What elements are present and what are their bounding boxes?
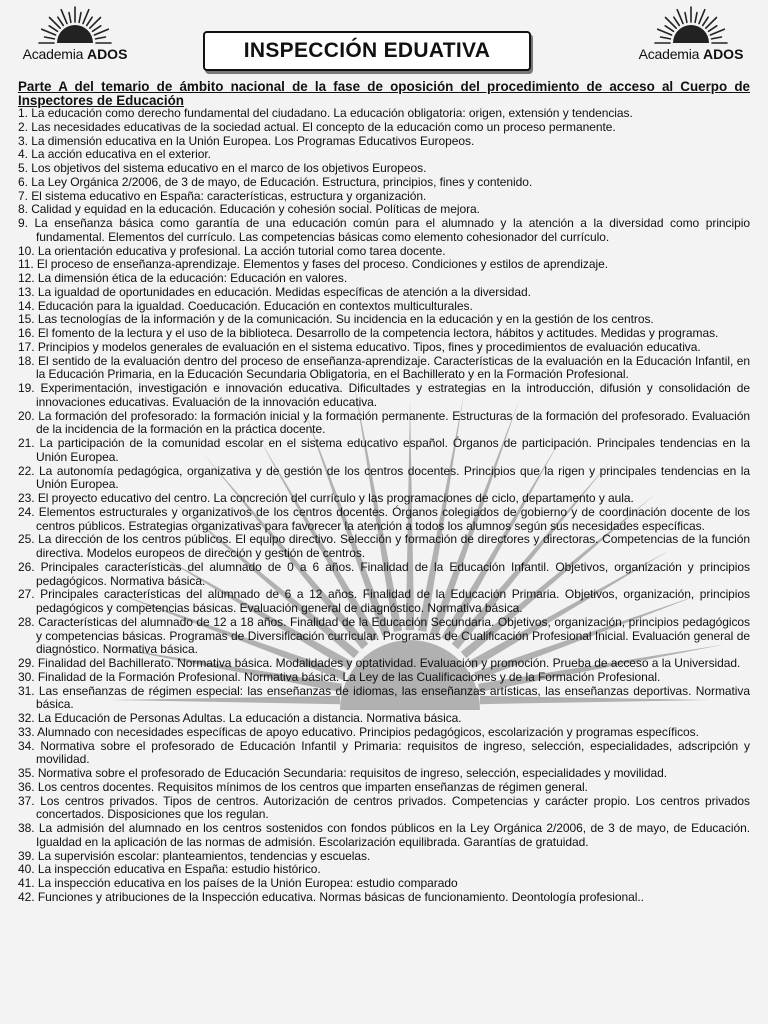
topic-item: 14. Educación para la igualdad. Coeducación. Educación en contextos multiculturales. [18, 298, 473, 313]
topic-item: 29. Finalidad del Bachillerato. Normativa básica. Modalidades y optatividad. Evaluación y promoción. Prueba de acceso a la Universidad. [18, 656, 741, 670]
topic-item: 13. La igualdad de oportunidades en educación. Medidas específicas de atención a la diversidad. [18, 284, 531, 299]
academia-ados-logo-right [626, 6, 756, 66]
topic-item: 22. La autonomía pedagógica, organizativa y de gestión de los centros docentes. Principios que la rigen y principales tendencias en la Unión Europea. [18, 463, 750, 492]
topic-item: 17. Principios y modelos generales de evaluación en el sistema educativo. Tipos, fines y procedimientos de evaluación educativa. [18, 339, 701, 354]
topic-item: 6. La Ley Orgánica 2/2006, de 3 de mayo, de Educación. Estructura, principios, fines y contenido. [18, 174, 533, 189]
topic-item: 19. Experimentación, investigación e innovación educativa. Dificultades y estrategias en la introducción, difusión y consolidación de innovaciones educativas. Evaluación de la innovación educativa. [18, 381, 750, 409]
topic-item: 30. Finalidad de la Formación Profesional. Normativa básica. La Ley de las Cualificaciones y de la Formación Profesional. [18, 669, 661, 684]
logo-prefix: Academia [638, 46, 700, 62]
topic-item: 33. Alumnado con necesidades específicas de apoyo educativo. Principios pedagógicos, escolarización y programas específicos. [18, 724, 699, 739]
page-title: INSPECCIÓN EDUATIVA [243, 39, 491, 62]
page-title-box [203, 31, 531, 71]
topic-item: 38. La admisión del alumnado en los centros sostenidos con fondos públicos en la Ley Orgánica 2/2006, de 3 de mayo, de Educación. Igualdad en la aplicación de las normas de admisión. Escolarización equilibrada. Garantías de gratuidad. [18, 821, 750, 849]
topic-item: 18. El sentido de la evaluación dentro del proceso de enseñanza-aprendizaje. Características de la evaluación en la Educación Infantil, en la Educación Primaria, en la Educación Secundaria Obligatoria, en el Bachillerato y en la Formación Profesional. [18, 353, 750, 382]
academia-ados-logo-left [10, 6, 140, 66]
topic-item: 35. Normativa sobre el profesorado de Educación Secundaria: requisitos de ingreso, selección, especialidades y movilidad. [18, 766, 667, 780]
topic-item: 20. La formación del profesorado: la formación inicial y la formación permanente. Estructuras de la formación del profesorado. Evaluación de la incidencia de la formación en la práctica docente. [18, 408, 750, 437]
logo-brand: ADOS [86, 46, 128, 62]
topic-item: 16. El fomento de la lectura y el uso de la biblioteca. Desarrollo de la competencia lectora, hábitos y actitudes. Medidas y programas. [18, 326, 719, 340]
section-heading: Parte A del temario de ámbito nacional de la fase de oposición del procedimiento de acceso al Cuerpo de Inspectores de Educación [18, 79, 750, 108]
topic-item: 8. Calidad y equidad en la educación. Educación y cohesión social. Políticas de mejora. [18, 202, 480, 217]
topic-item: 27. Principales características del alumnado de 6 a 12 años. Finalidad de la Educación Primaria. Objetivos, organización, principios pedagógicos y competencias básicas. Evaluación general de diagnóstico. Normativa básica. [18, 587, 750, 615]
topic-item: 42. Funciones y atribuciones de la Inspección educativa. Normas básicas de funcionamiento. Deontología profesional.. [18, 889, 644, 904]
topic-item: 36. Los centros docentes. Requisitos mínimos de los centros que imparten enseñanzas de régimen general. [18, 779, 588, 794]
topic-item: 3. La dimensión educativa en la Unión Europea. Los Programas Educativos Europeos. [18, 133, 475, 148]
topic-list [18, 107, 750, 905]
topic-item: 37. Los centros privados. Tipos de centros. Autorización de centros privados. Competencias y carácter propio. Los centros privados concertados. Disposiciones que los regulan. [18, 793, 750, 822]
topic-item: 15. Las tecnologías de la información y de la comunicación. Su incidencia en la educación y en la gestión de los centros. [18, 312, 654, 327]
topic-item: 4. La acción educativa en el exterior. [18, 147, 211, 162]
sun-logo-icon [38, 6, 112, 44]
topic-item: 40. La inspección educativa en España: estudio histórico. [18, 862, 321, 877]
topic-item: 31. Las enseñanzas de régimen especial: las enseñanzas de idiomas, las enseñanzas artísticas, las enseñanzas deportivas. Normativa básica. [18, 683, 750, 712]
topic-item: 11. El proceso de enseñanza-aprendizaje. Elementos y fases del proceso. Condiciones y estilos de aprendizaje. [18, 257, 609, 272]
topic-item: 32. La Educación de Personas Adultas. La educación a distancia. Normativa básica. [18, 711, 462, 725]
topic-item: 10. La orientación educativa y profesional. La acción tutorial como tarea docente. [18, 243, 446, 258]
topic-item: 9. La enseñanza básica como garantía de una educación común para el alumnado y la atención a la diversidad como principio fundamental. Elementos del currículo. Las competencias básicas como elemento cohesionador del currículo. [18, 216, 750, 244]
syllabus-content [18, 80, 750, 905]
topic-item: 2. Las necesidades educativas de la sociedad actual. El concepto de la educación como un proceso permanente. [18, 119, 616, 134]
topic-item: 23. El proyecto educativo del centro. La concreción del currículo y las programaciones de ciclo, departamento y aula. [18, 491, 634, 505]
topic-item: 24. Elementos estructurales y organizativos de los centros docentes. Órganos colegiados de gobierno y de coordinación docente de los centros públicos. Estrategias organizativas para favorecer la atención a todos los alumnos según sus necesidades específicas. [18, 504, 750, 533]
topic-item: 39. La supervisión escolar: planteamientos, tendencias y escuelas. [18, 848, 371, 863]
sun-logo-icon [654, 6, 728, 44]
topic-item: 28. Características del alumnado de 12 a 18 años. Finalidad de la Educación Secundaria. Objetivos, organización, principios pedagógicos y competencias básicas. Programas de Diversificación curricular. Programas de Cualificación Profesional Inicial. Evaluación general de diagnóstico. Normativa básica. [18, 614, 750, 657]
topic-item: 1. La educación como derecho fundamental del ciudadano. La educación obligatoria: origen, extensión y tendencias. [18, 106, 633, 120]
topic-item: 7. El sistema educativo en España: características, estructura y organización. [18, 188, 427, 203]
topic-item: 5. Los objetivos del sistema educativo en el marco de los objetivos Europeos. [18, 161, 427, 175]
topic-item: 41. La inspección educativa en los países de la Unión Europea: estudio comparado [18, 876, 458, 890]
topic-item: 25. La dirección de los centros públicos. El equipo directivo. Selección y formación de directores y directoras. Competencias de la función directiva. Modelos europeos de dirección y gestión de centros. [18, 532, 750, 560]
topic-item: 21. La participación de la comunidad escolar en el sistema educativo español. Órganos de participación. Principales tendencias en la Unión Europea. [18, 436, 750, 464]
topic-item: 12. La dimensión ética de la educación: Educación en valores. [18, 271, 348, 285]
logo-prefix: Academia [22, 46, 84, 62]
topic-item: 34. Normativa sobre el profesorado de Educación Infantil y Primaria: requisitos de ingreso, selección, especialidades, adscripción y movilidad. [18, 738, 750, 767]
topic-item: 26. Principales características del alumnado de 0 a 6 años. Finalidad de la Educación Infantil. Objetivos, organización y principios pedagógicos. Normativa básica. [18, 559, 750, 588]
logo-brand: ADOS [702, 46, 744, 62]
